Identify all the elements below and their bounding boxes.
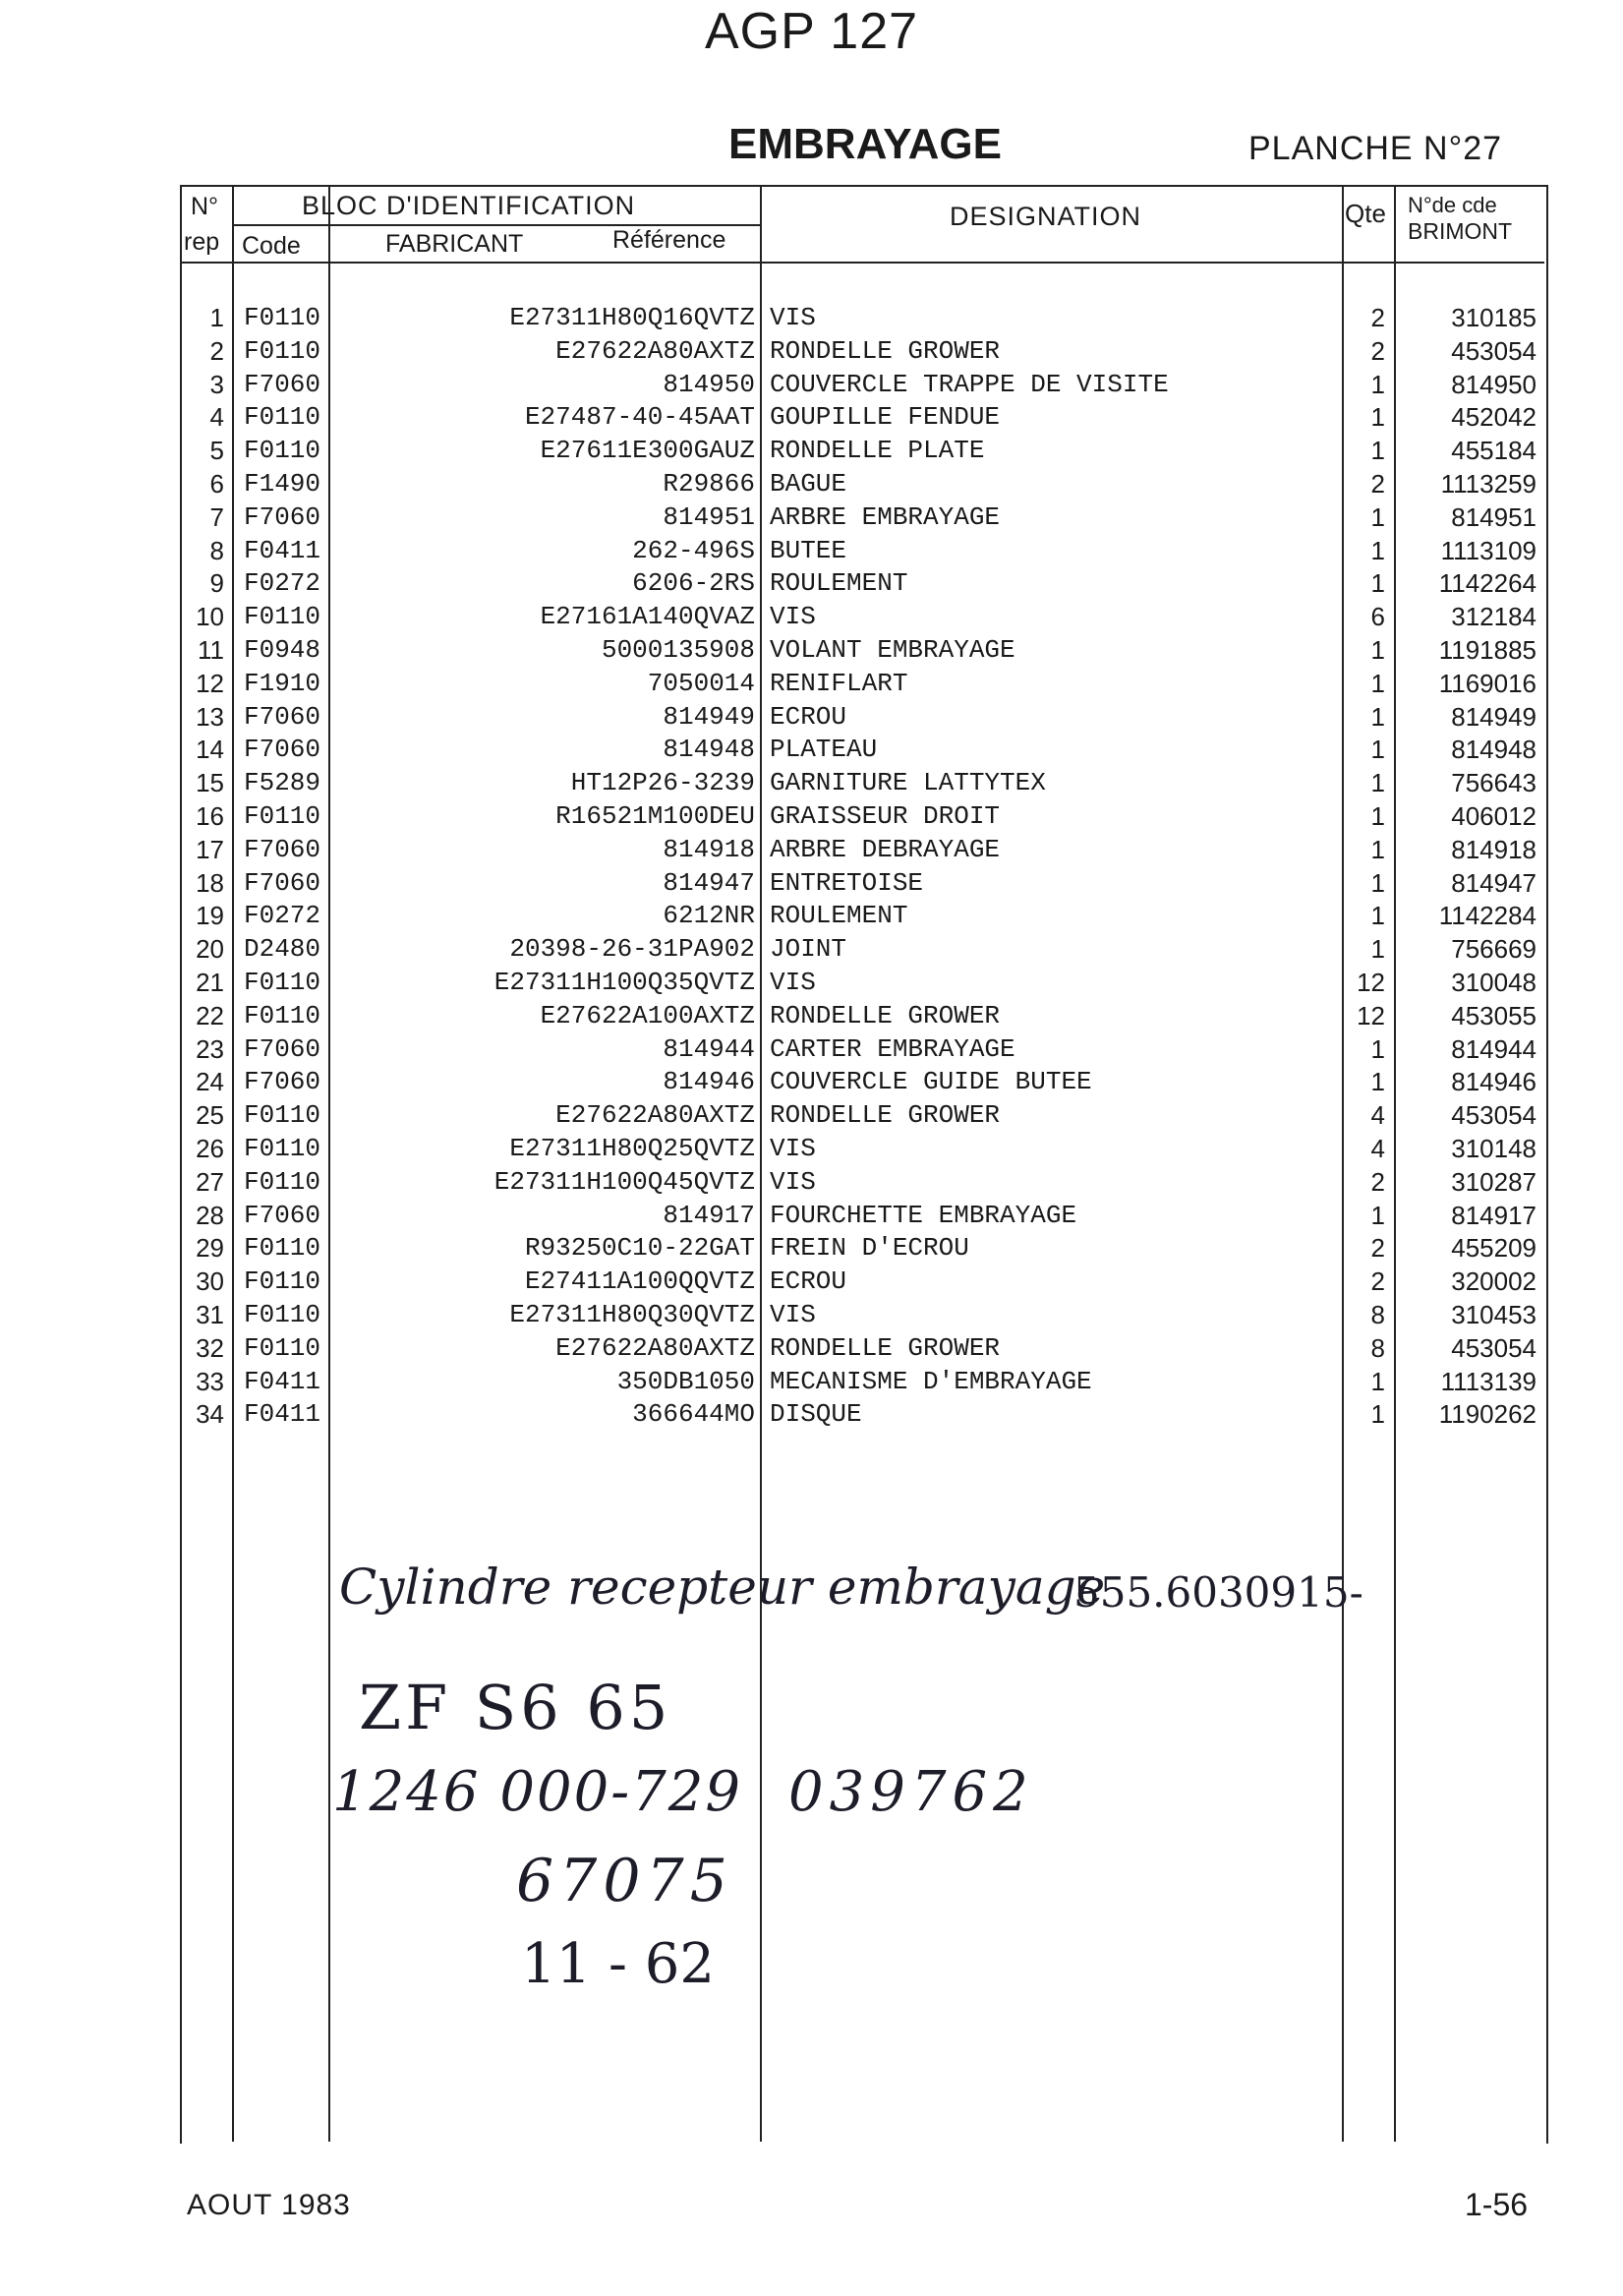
- brimont-order-number: 406012: [1451, 801, 1536, 831]
- part-quantity: 1: [1370, 934, 1385, 965]
- part-designation: ARBRE DEBRAYAGE: [770, 834, 1001, 864]
- row-number: 15: [196, 768, 224, 798]
- row-number: 13: [196, 701, 224, 732]
- part-quantity: 1: [1370, 834, 1385, 864]
- row-number: 27: [196, 1166, 224, 1197]
- header-code: Code: [242, 232, 301, 260]
- manufacturer-reference: E27611E300GAUZ: [540, 436, 755, 466]
- table-row: [0, 500, 1623, 534]
- manufacturer-code: F5289: [244, 768, 321, 798]
- table-row: [0, 1231, 1623, 1265]
- table-row: [0, 600, 1623, 633]
- brimont-order-number: 453054: [1451, 1332, 1536, 1363]
- manufacturer-reference: 814948: [663, 735, 755, 765]
- part-designation: ARBRE EMBRAYAGE: [770, 501, 1001, 532]
- brimont-order-number: 814944: [1451, 1033, 1536, 1064]
- part-designation: PLATEAU: [770, 735, 878, 765]
- part-quantity: 1: [1370, 668, 1385, 698]
- row-number: 5: [209, 436, 224, 466]
- brimont-order-number: 320002: [1451, 1266, 1536, 1297]
- table-row: [0, 866, 1623, 900]
- table-row: [0, 368, 1623, 401]
- row-number: 14: [196, 735, 224, 765]
- manufacturer-reference: E27311H80Q25QVTZ: [509, 1134, 755, 1163]
- row-number: 32: [196, 1332, 224, 1363]
- manufacturer-code: F7060: [244, 834, 321, 864]
- brimont-order-number: 756643: [1451, 768, 1536, 798]
- manufacturer-code: F0110: [244, 801, 321, 831]
- table-row: [0, 566, 1623, 600]
- row-number: 22: [196, 1000, 224, 1030]
- header-brimont-line1: N°de cde: [1408, 193, 1497, 217]
- part-designation: ENTRETOISE: [770, 867, 924, 898]
- row-number: 8: [209, 535, 224, 565]
- part-quantity: 1: [1370, 535, 1385, 565]
- manufacturer-code: F7060: [244, 1200, 321, 1230]
- row-number: 25: [196, 1100, 224, 1131]
- part-quantity: 1: [1370, 1366, 1385, 1396]
- part-designation: CARTER EMBRAYAGE: [770, 1033, 1015, 1064]
- brimont-order-number: 312184: [1451, 602, 1536, 632]
- brimont-order-number: 814949: [1451, 701, 1536, 732]
- header-bottom-rule: [180, 262, 1544, 264]
- brimont-order-number: 455209: [1451, 1233, 1536, 1264]
- manufacturer-reference: 814944: [663, 1033, 755, 1064]
- table-row: [0, 700, 1623, 734]
- manufacturer-code: F0411: [244, 1399, 321, 1430]
- brimont-order-number: 310048: [1451, 968, 1536, 997]
- part-quantity: 1: [1370, 369, 1385, 399]
- manufacturer-code: F7060: [244, 1033, 321, 1064]
- part-designation: MECANISME D'EMBRAYAGE: [770, 1366, 1092, 1396]
- manufacturer-code: F0411: [244, 535, 321, 565]
- row-number: 26: [196, 1134, 224, 1163]
- part-designation: DISQUE: [770, 1399, 862, 1430]
- manufacturer-code: F0948: [244, 635, 321, 665]
- brimont-order-number: 1169016: [1438, 668, 1536, 698]
- header-quantity: Qte: [1345, 199, 1386, 228]
- brimont-order-number: 453054: [1451, 335, 1536, 366]
- part-designation: BUTEE: [770, 535, 847, 565]
- handwritten-serial-right: 039762: [788, 1760, 1034, 1824]
- row-number: 34: [196, 1399, 224, 1430]
- manufacturer-reference: E27161A140QVAZ: [540, 602, 755, 632]
- row-number: 30: [196, 1266, 224, 1297]
- part-designation: RONDELLE GROWER: [770, 1332, 1001, 1363]
- manufacturer-reference: E27311H80Q30QVTZ: [509, 1300, 755, 1329]
- manufacturer-code: F1490: [244, 469, 321, 499]
- manufacturer-code: F0272: [244, 901, 321, 931]
- manufacturer-reference: 6206-2RS: [632, 568, 755, 599]
- handwritten-code: 67075: [516, 1847, 733, 1915]
- part-designation: ECROU: [770, 701, 847, 732]
- brimont-order-number: 453054: [1451, 1100, 1536, 1131]
- table-row: [0, 667, 1623, 700]
- manufacturer-code: F0110: [244, 1000, 321, 1030]
- part-quantity: 1: [1370, 635, 1385, 665]
- manufacturer-reference: E27311H100Q35QVTZ: [493, 968, 755, 997]
- manufacturer-reference: 814950: [663, 369, 755, 399]
- section-title: EMBRAYAGE: [728, 120, 1002, 168]
- table-row: [0, 833, 1623, 866]
- manufacturer-reference: E27311H100Q45QVTZ: [493, 1166, 755, 1197]
- table-row: [0, 400, 1623, 434]
- table-row: [0, 766, 1623, 799]
- table-row: [0, 999, 1623, 1032]
- manufacturer-code: F0110: [244, 1233, 321, 1264]
- manufacturer-code: F7060: [244, 867, 321, 898]
- manufacturer-reference: 262-496S: [632, 535, 755, 565]
- part-designation: COUVERCLE GUIDE BUTEE: [770, 1067, 1092, 1097]
- manufacturer-code: F0110: [244, 303, 321, 332]
- row-number: 19: [196, 901, 224, 931]
- part-quantity: 1: [1370, 735, 1385, 765]
- manufacturer-reference: E27622A80AXTZ: [555, 1332, 755, 1363]
- part-designation: VIS: [770, 1166, 816, 1197]
- part-quantity: 8: [1370, 1332, 1385, 1363]
- row-number: 9: [209, 568, 224, 599]
- manufacturer-reference: 366644MO: [632, 1399, 755, 1430]
- brimont-order-number: 452042: [1451, 402, 1536, 433]
- header-reference: Référence: [612, 226, 726, 254]
- part-quantity: 1: [1370, 701, 1385, 732]
- handwritten-part-note: Cylindre recepteur embrayage: [339, 1559, 1106, 1616]
- manufacturer-code: F0110: [244, 602, 321, 632]
- manufacturer-reference: E27487-40-45AAT: [524, 402, 755, 433]
- brimont-order-number: 814950: [1451, 369, 1536, 399]
- header-bloc-identification: BLOC D'IDENTIFICATION: [302, 191, 636, 220]
- plate-number: PLANCHE N°27: [1248, 130, 1503, 167]
- row-number: 3: [209, 369, 224, 399]
- brimont-order-number: 1142264: [1438, 568, 1536, 599]
- table-row: [0, 1065, 1623, 1098]
- part-quantity: 2: [1370, 1233, 1385, 1264]
- manufacturer-reference: R29866: [663, 469, 755, 499]
- manufacturer-reference: 6212NR: [663, 901, 755, 931]
- part-quantity: 1: [1370, 501, 1385, 532]
- manufacturer-reference: E27622A80AXTZ: [555, 335, 755, 366]
- table-row: [0, 799, 1623, 833]
- part-quantity: 1: [1370, 867, 1385, 898]
- brimont-order-number: 814917: [1451, 1200, 1536, 1230]
- part-quantity: 12: [1357, 1000, 1385, 1030]
- part-designation: VIS: [770, 602, 816, 632]
- table-row: [0, 633, 1623, 667]
- brimont-order-number: 814918: [1451, 834, 1536, 864]
- row-number: 11: [198, 635, 224, 665]
- header-designation: DESIGNATION: [950, 202, 1142, 231]
- footer-date: AOUT 1983: [187, 2189, 351, 2221]
- part-quantity: 6: [1370, 602, 1385, 632]
- table-row: [0, 1132, 1623, 1165]
- brimont-order-number: 1190262: [1438, 1399, 1536, 1430]
- part-quantity: 1: [1370, 1200, 1385, 1230]
- part-quantity: 1: [1370, 568, 1385, 599]
- brimont-order-number: 814947: [1451, 867, 1536, 898]
- part-designation: FOURCHETTE EMBRAYAGE: [770, 1200, 1077, 1230]
- row-number: 28: [196, 1200, 224, 1230]
- manufacturer-reference: HT12P26-3239: [570, 768, 755, 798]
- part-quantity: 1: [1370, 436, 1385, 466]
- part-designation: VIS: [770, 1134, 816, 1163]
- part-quantity: 1: [1370, 768, 1385, 798]
- row-number: 21: [196, 968, 224, 997]
- manufacturer-reference: E27411A100QQVTZ: [524, 1266, 755, 1297]
- manufacturer-code: F0110: [244, 1332, 321, 1363]
- table-row: [0, 966, 1623, 999]
- table-row: [0, 1265, 1623, 1298]
- part-quantity: 1: [1370, 901, 1385, 931]
- row-number: 20: [196, 934, 224, 965]
- manufacturer-code: F0110: [244, 1100, 321, 1131]
- part-designation: FREIN D'ECROU: [770, 1233, 969, 1264]
- manufacturer-code: F0110: [244, 1134, 321, 1163]
- handwritten-serial-left: 1246 000-729: [332, 1760, 743, 1824]
- row-number: 31: [196, 1300, 224, 1329]
- brimont-order-number: 1113109: [1440, 535, 1536, 565]
- part-quantity: 4: [1370, 1100, 1385, 1131]
- table-row: [0, 1098, 1623, 1132]
- table-row: [0, 1032, 1623, 1066]
- row-number: 18: [196, 867, 224, 898]
- table-row: [0, 301, 1623, 334]
- manufacturer-reference: 7050014: [647, 668, 755, 698]
- table-row: [0, 1199, 1623, 1232]
- part-quantity: 2: [1370, 303, 1385, 332]
- row-number: 4: [209, 402, 224, 433]
- page-number: 1-56: [1465, 2187, 1529, 2222]
- manufacturer-code: F0110: [244, 1300, 321, 1329]
- part-quantity: 1: [1370, 1033, 1385, 1064]
- part-designation: RENIFLART: [770, 668, 908, 698]
- part-designation: ROULEMENT: [770, 901, 908, 931]
- manufacturer-reference: R93250C10-22GAT: [524, 1233, 755, 1264]
- table-row: [0, 1365, 1623, 1398]
- row-number: 24: [196, 1067, 224, 1097]
- part-quantity: 8: [1370, 1300, 1385, 1329]
- row-number: 16: [196, 801, 224, 831]
- handwritten-part-number: 555.6030915-: [1073, 1568, 1363, 1617]
- brimont-order-number: 814946: [1451, 1067, 1536, 1097]
- table-row: [0, 1165, 1623, 1199]
- brimont-order-number: 455184: [1451, 436, 1536, 466]
- table-row: [0, 467, 1623, 500]
- part-designation: COUVERCLE TRAPPE DE VISITE: [770, 369, 1169, 399]
- manufacturer-code: D2480: [244, 934, 321, 965]
- row-number: 17: [196, 834, 224, 864]
- header-fabricant: FABRICANT: [385, 230, 524, 258]
- part-quantity: 1: [1370, 801, 1385, 831]
- part-quantity: 4: [1370, 1134, 1385, 1163]
- part-quantity: 2: [1370, 1166, 1385, 1197]
- manufacturer-code: F7060: [244, 501, 321, 532]
- manufacturer-reference: E27311H80Q16QVTZ: [509, 303, 755, 332]
- part-designation: GOUPILLE FENDUE: [770, 402, 1001, 433]
- part-designation: RONDELLE PLATE: [770, 436, 985, 466]
- part-designation: VIS: [770, 303, 816, 332]
- part-designation: GARNITURE LATTYTEX: [770, 768, 1046, 798]
- header-brimont-line2: BRIMONT: [1408, 218, 1513, 244]
- manufacturer-reference: 350DB1050: [616, 1366, 755, 1396]
- part-quantity: 1: [1370, 1399, 1385, 1430]
- table-row: [0, 1397, 1623, 1431]
- part-designation: VOLANT EMBRAYAGE: [770, 635, 1015, 665]
- part-designation: VIS: [770, 968, 816, 997]
- table-row: [0, 1331, 1623, 1365]
- table-row: [0, 899, 1623, 932]
- part-designation: JOINT: [770, 934, 847, 965]
- manufacturer-code: F7060: [244, 701, 321, 732]
- brimont-order-number: 310287: [1451, 1166, 1536, 1197]
- manufacturer-code: F7060: [244, 1067, 321, 1097]
- table-row: [0, 334, 1623, 368]
- manufacturer-reference: 814917: [663, 1200, 755, 1230]
- header-num-label: N°: [191, 193, 219, 220]
- part-designation: VIS: [770, 1300, 816, 1329]
- row-number: 12: [196, 668, 224, 698]
- manufacturer-code: F7060: [244, 369, 321, 399]
- manufacturer-code: F1910: [244, 668, 321, 698]
- row-number: 2: [209, 335, 224, 366]
- row-number: 33: [196, 1366, 224, 1396]
- manufacturer-code: F7060: [244, 735, 321, 765]
- part-designation: RONDELLE GROWER: [770, 1100, 1001, 1131]
- part-quantity: 2: [1370, 469, 1385, 499]
- brimont-order-number: 1142284: [1438, 901, 1536, 931]
- manufacturer-code: F0411: [244, 1366, 321, 1396]
- manufacturer-reference: R16521M100DEU: [555, 801, 755, 831]
- manufacturer-code: F0110: [244, 402, 321, 433]
- table-row: [0, 932, 1623, 966]
- brimont-order-number: 310148: [1451, 1134, 1536, 1163]
- manufacturer-code: F0110: [244, 1266, 321, 1297]
- brimont-order-number: 310185: [1451, 303, 1536, 332]
- row-number: 1: [209, 303, 224, 332]
- manufacturer-code: F0272: [244, 568, 321, 599]
- row-number: 6: [209, 469, 224, 499]
- manufacturer-reference: 814951: [663, 501, 755, 532]
- document-title: AGP 127: [704, 3, 919, 60]
- part-quantity: 2: [1370, 335, 1385, 366]
- handwritten-gearbox-model: ZF S6 65: [359, 1672, 672, 1743]
- manufacturer-reference: 814918: [663, 834, 755, 864]
- table-row: [0, 534, 1623, 567]
- manufacturer-reference: 814946: [663, 1067, 755, 1097]
- row-number: 10: [196, 602, 224, 632]
- manufacturer-reference: E27622A80AXTZ: [555, 1100, 755, 1131]
- manufacturer-reference: 5000135908: [601, 635, 755, 665]
- part-designation: ROULEMENT: [770, 568, 908, 599]
- part-quantity: 1: [1370, 1067, 1385, 1097]
- part-designation: RONDELLE GROWER: [770, 335, 1001, 366]
- manufacturer-code: F0110: [244, 968, 321, 997]
- manufacturer-reference: 20398-26-31PA902: [509, 934, 755, 965]
- manufacturer-reference: 814947: [663, 867, 755, 898]
- table-row: [0, 1298, 1623, 1331]
- part-quantity: 2: [1370, 1266, 1385, 1297]
- brimont-order-number: 310453: [1451, 1300, 1536, 1329]
- brimont-order-number: 814948: [1451, 735, 1536, 765]
- part-quantity: 12: [1357, 968, 1385, 997]
- part-quantity: 1: [1370, 402, 1385, 433]
- part-designation: BAGUE: [770, 469, 847, 499]
- manufacturer-code: F0110: [244, 1166, 321, 1197]
- table-row: [0, 434, 1623, 467]
- row-number: 23: [196, 1033, 224, 1064]
- manufacturer-code: F0110: [244, 436, 321, 466]
- part-designation: GRAISSEUR DROIT: [770, 801, 1001, 831]
- brimont-order-number: 756669: [1451, 934, 1536, 965]
- brimont-order-number: 814951: [1451, 501, 1536, 532]
- row-number: 29: [196, 1233, 224, 1264]
- brimont-order-number: 1113139: [1440, 1366, 1536, 1396]
- manufacturer-code: F0110: [244, 335, 321, 366]
- part-designation: ECROU: [770, 1266, 847, 1297]
- brimont-order-number: 1191885: [1438, 635, 1536, 665]
- table-row: [0, 733, 1623, 766]
- row-number: 7: [209, 501, 224, 532]
- handwritten-date: 11 - 62: [521, 1932, 716, 1996]
- header-rep-label: rep: [184, 228, 220, 256]
- manufacturer-reference: 814949: [663, 701, 755, 732]
- brimont-order-number: 453055: [1451, 1000, 1536, 1030]
- part-designation: RONDELLE GROWER: [770, 1000, 1001, 1030]
- manufacturer-reference: E27622A100AXTZ: [540, 1000, 755, 1030]
- brimont-order-number: 1113259: [1440, 469, 1536, 499]
